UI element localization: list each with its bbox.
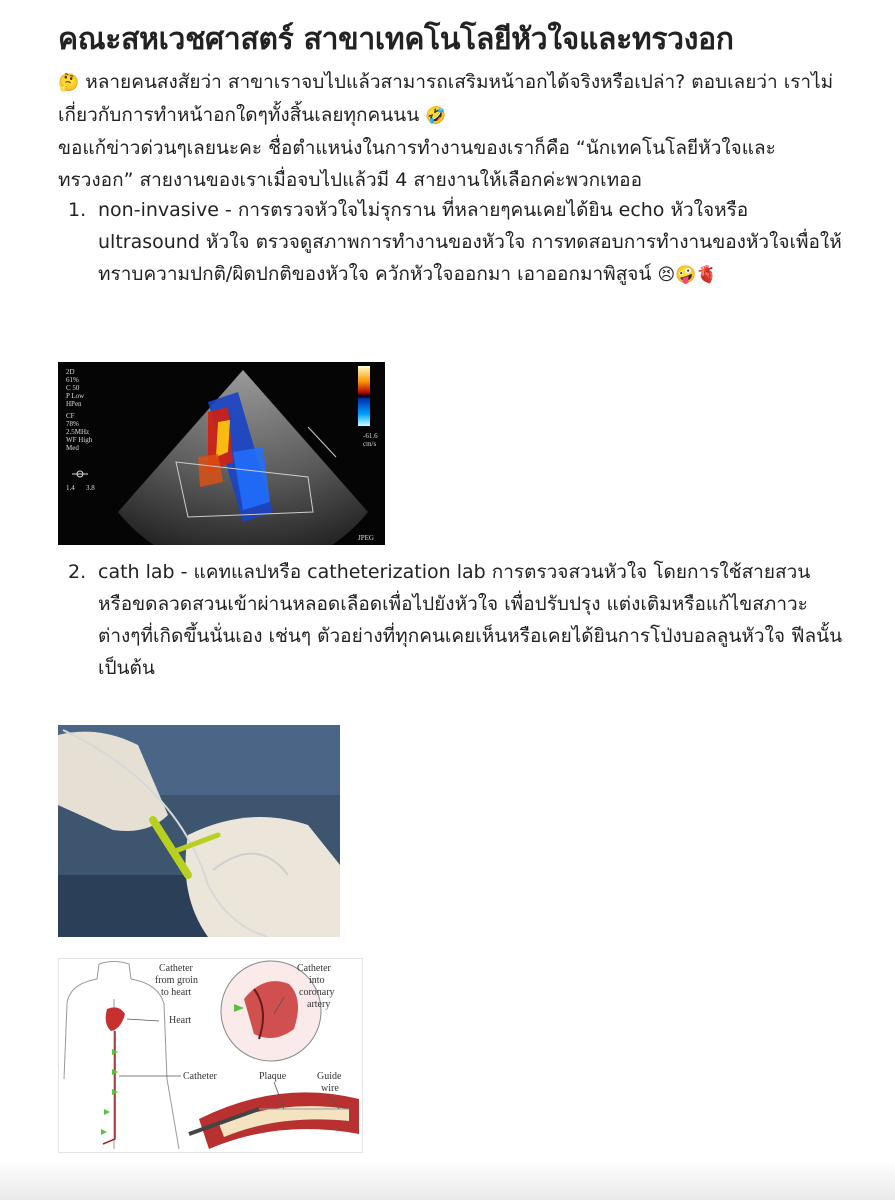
catheter-procedure-photo: [58, 725, 340, 937]
echo-bottom-left: 3.8: [86, 484, 95, 492]
list-item: [58, 556, 858, 686]
list-item-number: 1.: [68, 199, 87, 221]
rofl-face-icon: 🤣: [425, 106, 447, 126]
diagram-label: Guide: [317, 1071, 342, 1082]
catheter-photo-graphic: [58, 725, 340, 937]
bottom-fade: [0, 1160, 895, 1200]
intro-text: [58, 66, 848, 196]
diagram-label: to heart: [161, 987, 192, 998]
list-item-body: non-invasive - การตรวจหัวใจไม่รุกราน ที่หลายๆคนเคยได้ยิน echo หัวใจหรือ ultrasound หัวใจ ตรวจดูสภาพการทำงานของหัวใจ การทดสอบการทำงานของหัวใจเพื่อให้ทราบความปกติ/ผิดปกติของหัวใจ ควักหัวใจออกมา เอาออกมาพิสูจน์: [98, 199, 842, 285]
echo-side-text: 2D: [66, 368, 75, 376]
emoji-icons: 😣🤪🫀: [657, 265, 718, 285]
diagram-label: into: [309, 975, 325, 986]
echo-side-text: 61%: [66, 376, 79, 384]
diagram-label: wire: [321, 1083, 339, 1094]
list-item-text: [98, 194, 843, 291]
intro-paragraph-1-text: หลายคนสงสัยว่า สาขาเราจบไปแล้วสามารถเสริมหน้าอกได้จริงหรือเปล่า? ตอบเลยว่า เราไม่เกี่ยวกับการทำหน้าอกใดๆทั้งสิ้นเลยทุกคนนน: [58, 71, 834, 126]
list-item-number: 2.: [68, 561, 87, 583]
echo-side-text: CF: [66, 412, 75, 420]
diagram-label: coronary: [299, 987, 335, 998]
cardiac-catheterization-diagram: [58, 958, 363, 1153]
echo-graphic: [58, 362, 385, 545]
list-item: [58, 194, 858, 294]
echo-side-text: WF High: [66, 436, 93, 444]
echo-side-text: Med: [66, 444, 79, 452]
diagram-label: Heart: [169, 1015, 192, 1026]
diagram-label: Catheter: [159, 963, 193, 974]
page-title: คณะสหเวชศาสตร์ สาขาเทคโนโลยีหัวใจและทรวงอก: [58, 22, 734, 57]
echo-scale-unit: cm/s: [363, 440, 377, 448]
diagram-label: from groin: [155, 975, 199, 986]
echo-side-text: 78%: [66, 420, 79, 428]
echo-side-text: C 50: [66, 384, 80, 392]
echocardiogram-image: [58, 362, 385, 545]
list-item-text: [98, 556, 843, 684]
list-item-body: cath lab - แคทแลปหรือ catheterization lab การตรวจสวนหัวใจ โดยการใช้สายสวนหรือขดลวดสวนเข้าผ่านหลอดเลือดเพื่อไปยังหัวใจ เพื่อปรับปรุง แต่งเติมหรือแก้ไขสภาวะต่างๆที่เกิดขึ้นนั่นเอง เช่นๆ ตัวอย่างที่ทุกคนเคยเห็นหรือเคยได้ยินการโป่งบอลลูนหัวใจ ฟีลนั้นเป็นต้น: [98, 561, 843, 679]
diagram-label: artery: [307, 999, 331, 1010]
intro-paragraph-2: ขอแก้ข่าวด่วนๆเลยนะคะ ชื่อตำแหน่งในการทำงานของเราก็คือ “นักเทคโนโลยีหัวใจและทรวงอก” สายงานของเราเมื่อจบไปแล้วมี 4 สายงานให้เลือกค่ะพวกเทออ: [58, 137, 776, 191]
echo-side-text: 2.5MHz: [66, 428, 90, 436]
diagram-graphic: [59, 959, 363, 1153]
echo-corner-label: JPEG: [358, 534, 374, 542]
intro-paragraph-1: [58, 66, 848, 132]
diagram-label: Catheter: [183, 1071, 217, 1082]
diagram-label: Catheter: [297, 963, 331, 974]
diagram-label: Plaque: [259, 1071, 287, 1082]
echo-bottom-left: 1.4: [66, 484, 75, 492]
thinking-face-icon: 🤔: [58, 73, 80, 93]
echo-side-text: HPen: [66, 400, 82, 408]
echo-side-text: P Low: [66, 392, 85, 400]
echo-scale-label: -61.6: [363, 432, 378, 440]
